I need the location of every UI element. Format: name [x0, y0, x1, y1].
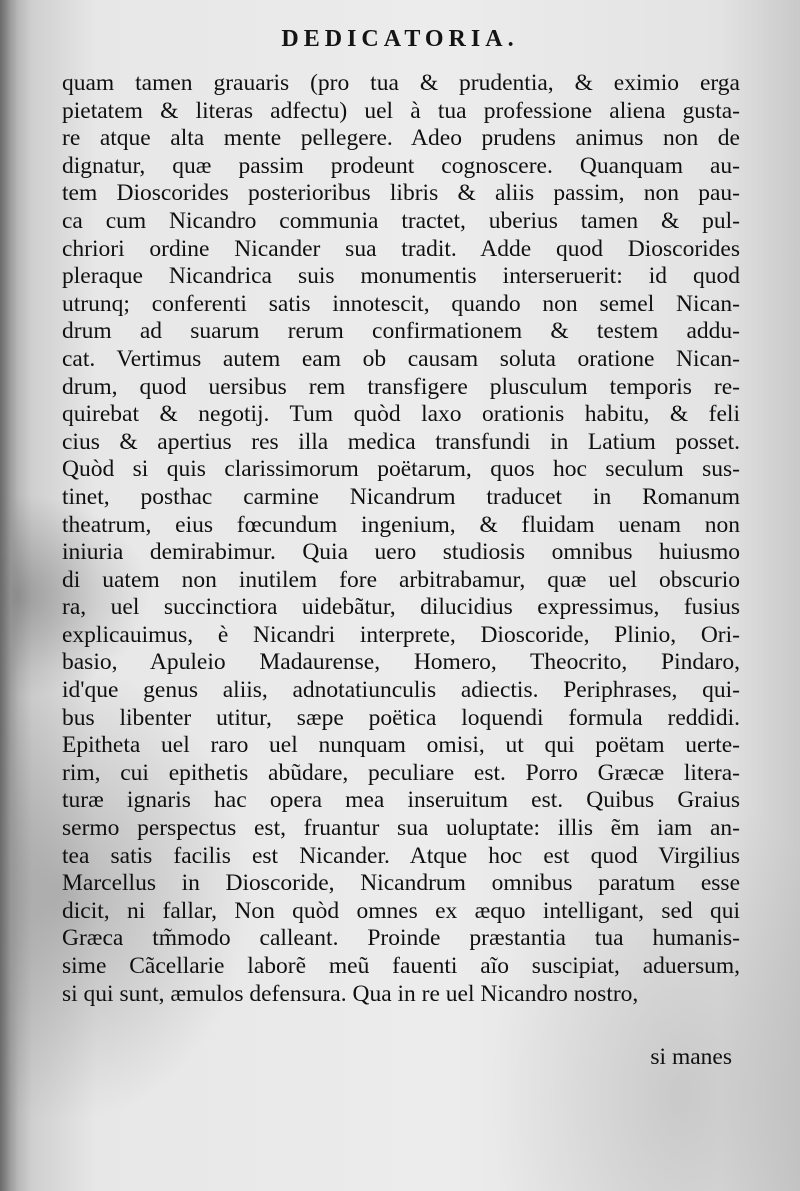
text-line: dignatur, quæ passim prodeunt cognoscere. Quanquam au- — [62, 152, 740, 179]
text-line: cat. Vertimus autem eam ob causam soluta oratione Nican- — [62, 345, 740, 372]
text-line: drum, quod uersibus rem transfigere plusculum temporis re- — [62, 373, 740, 400]
text-line: tem Dioscorides posterioribus libris & aliis passim, non pau- — [62, 180, 740, 207]
text-line: rim, cui epithetis abũdare, peculiare est. Porro Græcæ litera- — [62, 759, 740, 786]
text-line: quirebat & negotij. Tum quòd laxo orationis habitu, & feli — [62, 401, 740, 428]
text-line: ca cum Nicandro communia tractet, uberius tamen & pul- — [62, 207, 740, 234]
text-line: id'que genus aliis, adnotatiunculis adiectis. Periphrases, qui- — [62, 677, 740, 704]
text-line: tinet, posthac carmine Nicandrum traducet in Romanum — [62, 483, 740, 510]
text-line: pietatem & literas adfectu) uel à tua professione aliena gusta- — [62, 97, 740, 124]
text-line: turæ ignaris hac opera mea inseruitum est. Quibus Graius — [62, 787, 740, 814]
running-head: DEDICATORIA. — [281, 26, 519, 52]
text-line: theatrum, eius fœcundum ingenium, & fluidam uenam non — [62, 511, 740, 538]
text-line: di uatem non inutilem fore arbitrabamur, quæ uel obscurio — [62, 566, 740, 593]
text-line: sime Cãcellarie laborẽ meũ fauenti aĩo suscipiat, aduersum, — [62, 953, 740, 979]
text-line: tea satis facilis est Nicander. Atque hoc est quod Virgilius — [62, 842, 740, 869]
catchword: si manes — [650, 1044, 732, 1070]
text-line: quam tamen grauaris (pro tua & prudentia, & eximio erga — [62, 70, 740, 96]
text-line: Marcellus in Dioscoride, Nicandrum omnibus paratum esse — [62, 870, 740, 897]
text-line: bus libenter utitur, sæpe poëtica loquendi formula reddidi. — [62, 704, 740, 731]
text-line: explicauimus, è Nicandri interprete, Dioscoride, Plinio, Ori- — [62, 621, 740, 648]
text-line: re atque alta mente pellegere. Adeo prudens animus non de — [62, 125, 740, 152]
text-line: si qui sunt, æmulos defensura. Qua in re uel Nicandro nostro, — [62, 980, 639, 1007]
text-line: Græca tm̃modo calleant. Proinde præstantia tua humanis- — [62, 925, 740, 952]
text-line: Epitheta uel raro uel nunquam omisi, ut qui poëtam uerte- — [62, 732, 740, 759]
text-line: cius & apertius res illa medica transfundi in Latium posset. — [62, 428, 740, 455]
text-line: sermo perspectus est, fruantur sua uoluptate: illis ẽm iam an- — [62, 815, 740, 842]
text-line: ra, uel succinctiora uidebãtur, dilucidius expressimus, fusius — [62, 594, 740, 621]
text-line: chriori ordine Nicander sua tradit. Adde quod Dioscorides — [62, 235, 740, 262]
text-line: pleraque Nicandrica suis monumentis interseruerit: id quod — [62, 263, 740, 290]
text-line: Quòd si quis clarissimorum poëtarum, quos hoc seculum sus- — [62, 456, 740, 483]
body-text — [62, 70, 740, 1008]
text-line: drum ad suarum rerum confirmationem & testem addu- — [62, 318, 740, 345]
text-line: basio, Apuleio Madaurense, Homero, Theocrito, Pindaro, — [62, 649, 740, 676]
text-line: utrunq; conferenti satis innotescit, quando non semel Nican- — [62, 290, 740, 317]
gutter-shadow — [0, 0, 18, 1191]
text-line: iniuria demirabimur. Quia uero studiosis omnibus huiusmo — [62, 539, 740, 566]
text-line: dicit, ni fallar, Non quòd omnes ex æquo intelligant, sed qui — [62, 897, 740, 924]
